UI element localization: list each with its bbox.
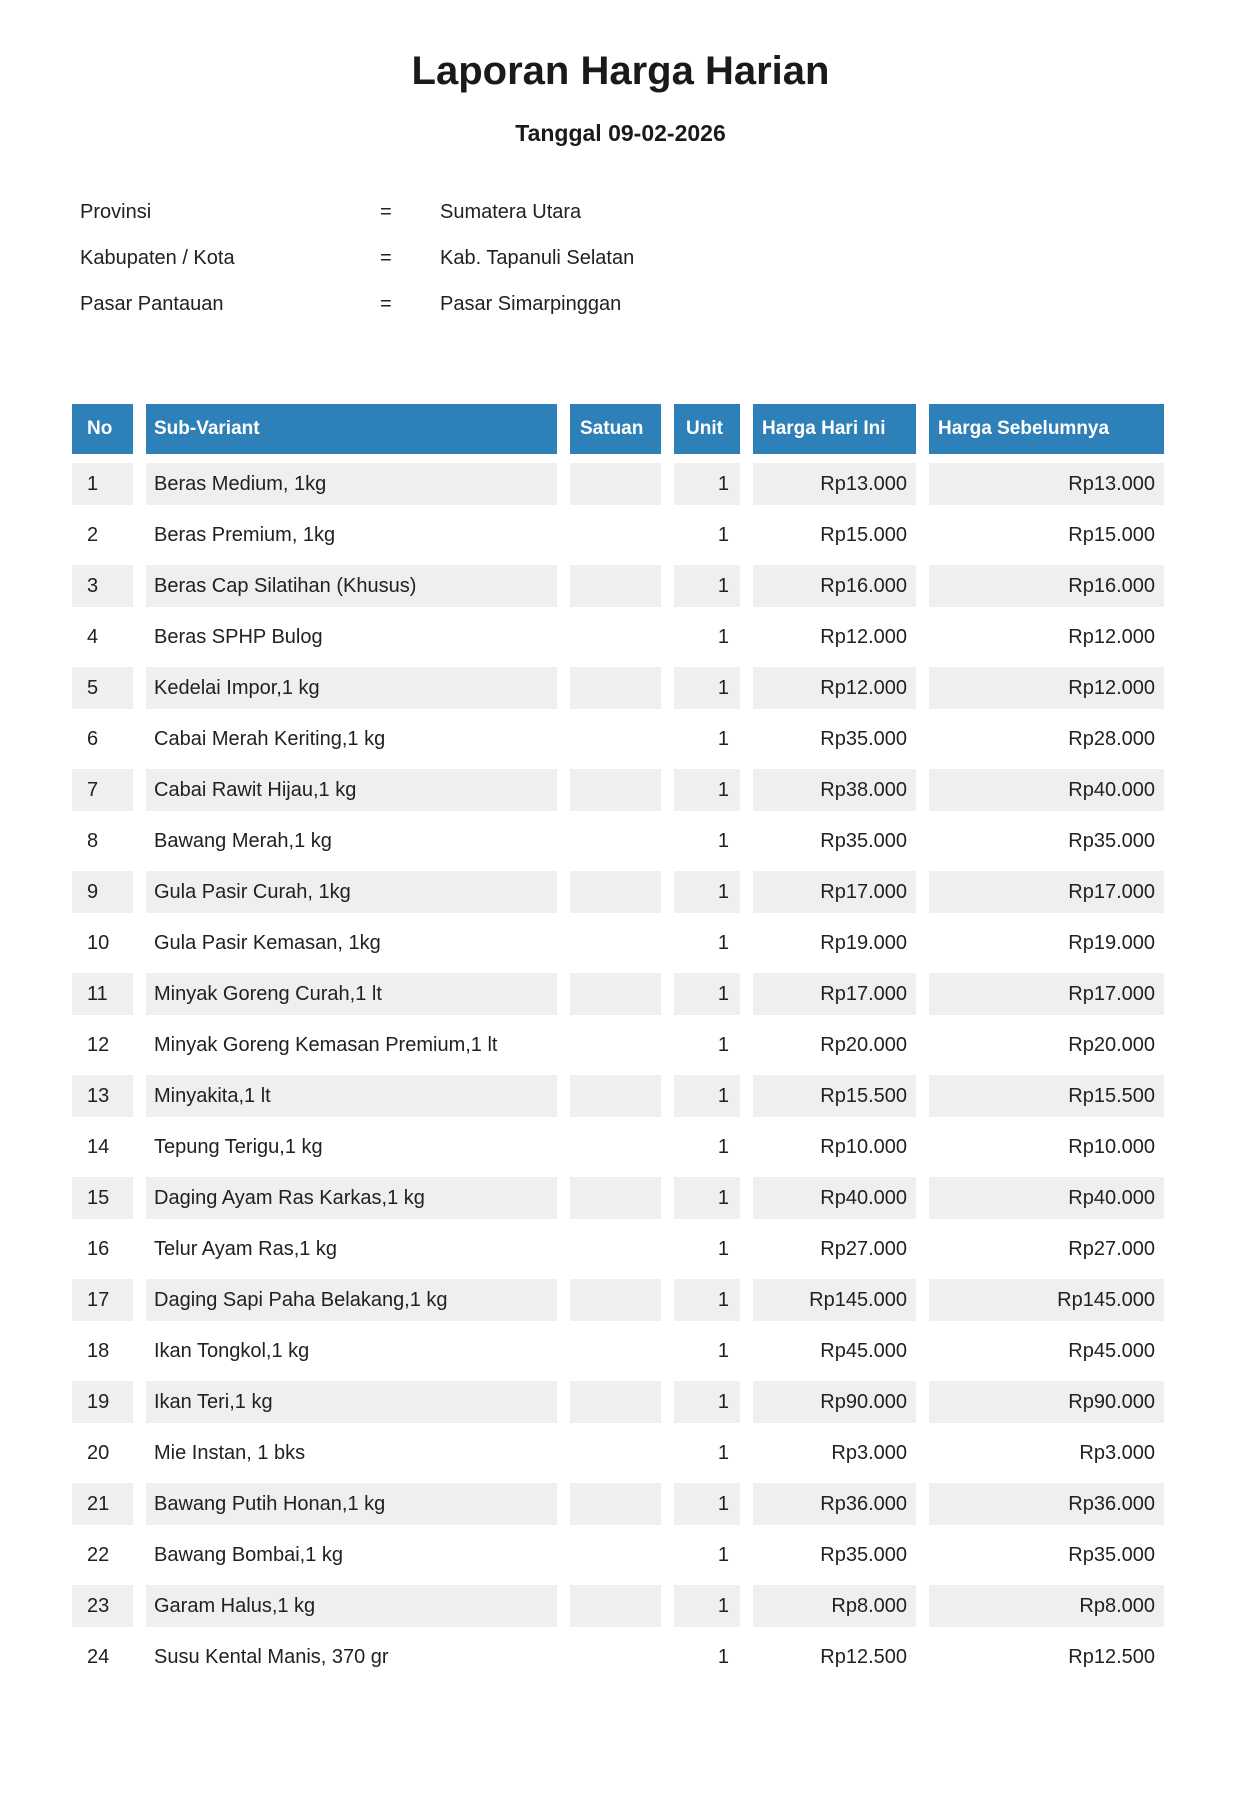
sub-variant-cell: Bawang Bombai,1 kg: [146, 1534, 557, 1576]
table-body: [72, 463, 1164, 1678]
meta-value: Pasar Simarpinggan: [440, 293, 622, 315]
sub-variant-cell: Ikan Tongkol,1 kg: [146, 1330, 557, 1372]
row-number-cell: 8: [72, 820, 133, 862]
row-number-cell: 24: [72, 1636, 133, 1678]
harga-sebelumnya-cell: Rp40.000: [929, 769, 1164, 811]
table-row: [72, 718, 1164, 760]
meta-value: Kab. Tapanuli Selatan: [440, 247, 635, 269]
harga-hari-ini-cell: Rp35.000: [753, 820, 916, 862]
harga-hari-ini-cell: Rp35.000: [753, 718, 916, 760]
harga-hari-ini-cell: Rp38.000: [753, 769, 916, 811]
sub-variant-cell: Minyak Goreng Kemasan Premium,1 lt: [146, 1024, 557, 1066]
meta-row-pasar: [80, 293, 1241, 339]
sub-variant-cell: Ikan Teri,1 kg: [146, 1381, 557, 1423]
harga-sebelumnya-cell: Rp3.000: [929, 1432, 1164, 1474]
harga-hari-ini-cell: Rp145.000: [753, 1279, 916, 1321]
satuan-cell: [570, 1330, 661, 1372]
unit-cell: 1: [674, 1024, 740, 1066]
equals-sign: =: [380, 201, 392, 223]
table-row: [72, 1636, 1164, 1678]
satuan-cell: [570, 565, 661, 607]
unit-cell: 1: [674, 1534, 740, 1576]
row-number-cell: 3: [72, 565, 133, 607]
satuan-cell: [570, 1279, 661, 1321]
sub-variant-cell: Telur Ayam Ras,1 kg: [146, 1228, 557, 1270]
unit-cell: 1: [674, 1636, 740, 1678]
sub-variant-cell: Minyak Goreng Curah,1 lt: [146, 973, 557, 1015]
harga-hari-ini-cell: Rp17.000: [753, 973, 916, 1015]
harga-sebelumnya-cell: Rp16.000: [929, 565, 1164, 607]
harga-hari-ini-cell: Rp45.000: [753, 1330, 916, 1372]
harga-hari-ini-cell: Rp35.000: [753, 1534, 916, 1576]
table-row: [72, 922, 1164, 964]
sub-variant-cell: Beras Cap Silatihan (Khusus): [146, 565, 557, 607]
harga-hari-ini-cell: Rp40.000: [753, 1177, 916, 1219]
column-header-harga-hari-ini: Harga Hari Ini: [753, 404, 916, 454]
table-row: [72, 1330, 1164, 1372]
table-row: [72, 1585, 1164, 1627]
unit-cell: 1: [674, 922, 740, 964]
table-row: [72, 667, 1164, 709]
harga-sebelumnya-cell: Rp10.000: [929, 1126, 1164, 1168]
unit-cell: 1: [674, 1483, 740, 1525]
row-number-cell: 20: [72, 1432, 133, 1474]
sub-variant-cell: Tepung Terigu,1 kg: [146, 1126, 557, 1168]
unit-cell: 1: [674, 514, 740, 556]
page-title: Laporan Harga Harian: [411, 49, 830, 93]
satuan-cell: [570, 820, 661, 862]
harga-sebelumnya-cell: Rp19.000: [929, 922, 1164, 964]
table-row: [72, 769, 1164, 811]
harga-sebelumnya-cell: Rp8.000: [929, 1585, 1164, 1627]
sub-variant-cell: Bawang Merah,1 kg: [146, 820, 557, 862]
satuan-cell: [570, 514, 661, 556]
unit-cell: 1: [674, 820, 740, 862]
harga-sebelumnya-cell: Rp17.000: [929, 973, 1164, 1015]
meta-label: Provinsi: [80, 201, 152, 223]
harga-hari-ini-cell: Rp15.000: [753, 514, 916, 556]
satuan-cell: [570, 871, 661, 913]
row-number-cell: 17: [72, 1279, 133, 1321]
table-row: [72, 1279, 1164, 1321]
row-number-cell: 21: [72, 1483, 133, 1525]
report-page: [0, 48, 1241, 1803]
harga-hari-ini-cell: Rp8.000: [753, 1585, 916, 1627]
unit-cell: 1: [674, 769, 740, 811]
sub-variant-cell: Beras Premium, 1kg: [146, 514, 557, 556]
satuan-cell: [570, 1585, 661, 1627]
harga-hari-ini-cell: Rp12.500: [753, 1636, 916, 1678]
row-number-cell: 11: [72, 973, 133, 1015]
harga-hari-ini-cell: Rp12.000: [753, 616, 916, 658]
harga-hari-ini-cell: Rp90.000: [753, 1381, 916, 1423]
table-row: [72, 565, 1164, 607]
unit-cell: 1: [674, 565, 740, 607]
column-header-no: No: [72, 404, 133, 454]
report-date: Tanggal 09-02-2026: [515, 120, 726, 146]
unit-cell: 1: [674, 667, 740, 709]
sub-variant-cell: Beras Medium, 1kg: [146, 463, 557, 505]
row-number-cell: 2: [72, 514, 133, 556]
row-number-cell: 9: [72, 871, 133, 913]
table-header: [72, 404, 1164, 454]
unit-cell: 1: [674, 871, 740, 913]
row-number-cell: 23: [72, 1585, 133, 1627]
row-number-cell: 1: [72, 463, 133, 505]
row-number-cell: 6: [72, 718, 133, 760]
row-number-cell: 16: [72, 1228, 133, 1270]
satuan-cell: [570, 1126, 661, 1168]
meta-row-provinsi: [80, 201, 1241, 247]
unit-cell: 1: [674, 616, 740, 658]
satuan-cell: [570, 1075, 661, 1117]
equals-sign: =: [380, 293, 392, 315]
harga-sebelumnya-cell: Rp27.000: [929, 1228, 1164, 1270]
sub-variant-cell: Bawang Putih Honan,1 kg: [146, 1483, 557, 1525]
harga-sebelumnya-cell: Rp15.500: [929, 1075, 1164, 1117]
harga-sebelumnya-cell: Rp12.000: [929, 616, 1164, 658]
satuan-cell: [570, 769, 661, 811]
row-number-cell: 12: [72, 1024, 133, 1066]
sub-variant-cell: Susu Kental Manis, 370 gr: [146, 1636, 557, 1678]
table-row: [72, 1432, 1164, 1474]
price-table: [59, 395, 1177, 1687]
sub-variant-cell: Garam Halus,1 kg: [146, 1585, 557, 1627]
harga-sebelumnya-cell: Rp35.000: [929, 820, 1164, 862]
unit-cell: 1: [674, 1279, 740, 1321]
sub-variant-cell: Kedelai Impor,1 kg: [146, 667, 557, 709]
harga-sebelumnya-cell: Rp12.000: [929, 667, 1164, 709]
table-row: [72, 1126, 1164, 1168]
equals-sign: =: [380, 247, 392, 269]
harga-sebelumnya-cell: Rp28.000: [929, 718, 1164, 760]
meta-row-kabupaten: [80, 247, 1241, 293]
row-number-cell: 10: [72, 922, 133, 964]
harga-sebelumnya-cell: Rp35.000: [929, 1534, 1164, 1576]
row-number-cell: 13: [72, 1075, 133, 1117]
report-meta: [80, 201, 1241, 339]
table-row: [72, 1024, 1164, 1066]
satuan-cell: [570, 463, 661, 505]
table-row: [72, 1381, 1164, 1423]
satuan-cell: [570, 616, 661, 658]
table-row: [72, 514, 1164, 556]
row-number-cell: 15: [72, 1177, 133, 1219]
table-row: [72, 1534, 1164, 1576]
satuan-cell: [570, 1177, 661, 1219]
meta-label: Kabupaten / Kota: [80, 247, 235, 269]
harga-sebelumnya-cell: Rp36.000: [929, 1483, 1164, 1525]
unit-cell: 1: [674, 1228, 740, 1270]
table-row: [72, 1177, 1164, 1219]
meta-label: Pasar Pantauan: [80, 293, 224, 315]
satuan-cell: [570, 1432, 661, 1474]
table-row: [72, 616, 1164, 658]
unit-cell: 1: [674, 1432, 740, 1474]
unit-cell: 1: [674, 1381, 740, 1423]
harga-hari-ini-cell: Rp10.000: [753, 1126, 916, 1168]
sub-variant-cell: Minyakita,1 lt: [146, 1075, 557, 1117]
row-number-cell: 22: [72, 1534, 133, 1576]
harga-hari-ini-cell: Rp27.000: [753, 1228, 916, 1270]
harga-sebelumnya-cell: Rp45.000: [929, 1330, 1164, 1372]
sub-variant-cell: Cabai Merah Keriting,1 kg: [146, 718, 557, 760]
column-header-unit: Unit: [674, 404, 740, 454]
unit-cell: 1: [674, 1177, 740, 1219]
satuan-cell: [570, 667, 661, 709]
unit-cell: 1: [674, 1075, 740, 1117]
sub-variant-cell: Daging Sapi Paha Belakang,1 kg: [146, 1279, 557, 1321]
sub-variant-cell: Gula Pasir Curah, 1kg: [146, 871, 557, 913]
table-row: [72, 973, 1164, 1015]
harga-sebelumnya-cell: Rp40.000: [929, 1177, 1164, 1219]
sub-variant-cell: Cabai Rawit Hijau,1 kg: [146, 769, 557, 811]
harga-hari-ini-cell: Rp16.000: [753, 565, 916, 607]
table-header-row: [72, 404, 1164, 454]
unit-cell: 1: [674, 1330, 740, 1372]
table-row: [72, 463, 1164, 505]
harga-sebelumnya-cell: Rp145.000: [929, 1279, 1164, 1321]
sub-variant-cell: Mie Instan, 1 bks: [146, 1432, 557, 1474]
sub-variant-cell: Daging Ayam Ras Karkas,1 kg: [146, 1177, 557, 1219]
satuan-cell: [570, 1636, 661, 1678]
harga-hari-ini-cell: Rp36.000: [753, 1483, 916, 1525]
column-header-sub-variant: Sub-Variant: [146, 404, 557, 454]
unit-cell: 1: [674, 718, 740, 760]
table-row: [72, 820, 1164, 862]
table-row: [72, 1228, 1164, 1270]
unit-cell: 1: [674, 973, 740, 1015]
harga-hari-ini-cell: Rp19.000: [753, 922, 916, 964]
harga-sebelumnya-cell: Rp90.000: [929, 1381, 1164, 1423]
row-number-cell: 19: [72, 1381, 133, 1423]
unit-cell: 1: [674, 1126, 740, 1168]
harga-sebelumnya-cell: Rp12.500: [929, 1636, 1164, 1678]
harga-hari-ini-cell: Rp17.000: [753, 871, 916, 913]
sub-variant-cell: Gula Pasir Kemasan, 1kg: [146, 922, 557, 964]
table-row: [72, 871, 1164, 913]
satuan-cell: [570, 1381, 661, 1423]
harga-sebelumnya-cell: Rp15.000: [929, 514, 1164, 556]
column-header-harga-sebelumnya: Harga Sebelumnya: [929, 404, 1164, 454]
satuan-cell: [570, 1024, 661, 1066]
satuan-cell: [570, 973, 661, 1015]
harga-hari-ini-cell: Rp15.500: [753, 1075, 916, 1117]
harga-hari-ini-cell: Rp13.000: [753, 463, 916, 505]
harga-hari-ini-cell: Rp3.000: [753, 1432, 916, 1474]
table-row: [72, 1483, 1164, 1525]
harga-sebelumnya-cell: Rp20.000: [929, 1024, 1164, 1066]
satuan-cell: [570, 1483, 661, 1525]
sub-variant-cell: Beras SPHP Bulog: [146, 616, 557, 658]
meta-value: Sumatera Utara: [440, 201, 582, 223]
row-number-cell: 14: [72, 1126, 133, 1168]
harga-hari-ini-cell: Rp12.000: [753, 667, 916, 709]
satuan-cell: [570, 1534, 661, 1576]
satuan-cell: [570, 718, 661, 760]
harga-hari-ini-cell: Rp20.000: [753, 1024, 916, 1066]
row-number-cell: 18: [72, 1330, 133, 1372]
satuan-cell: [570, 922, 661, 964]
row-number-cell: 5: [72, 667, 133, 709]
harga-sebelumnya-cell: Rp17.000: [929, 871, 1164, 913]
satuan-cell: [570, 1228, 661, 1270]
unit-cell: 1: [674, 463, 740, 505]
unit-cell: 1: [674, 1585, 740, 1627]
row-number-cell: 7: [72, 769, 133, 811]
harga-sebelumnya-cell: Rp13.000: [929, 463, 1164, 505]
column-header-satuan: Satuan: [570, 404, 661, 454]
table-row: [72, 1075, 1164, 1117]
row-number-cell: 4: [72, 616, 133, 658]
